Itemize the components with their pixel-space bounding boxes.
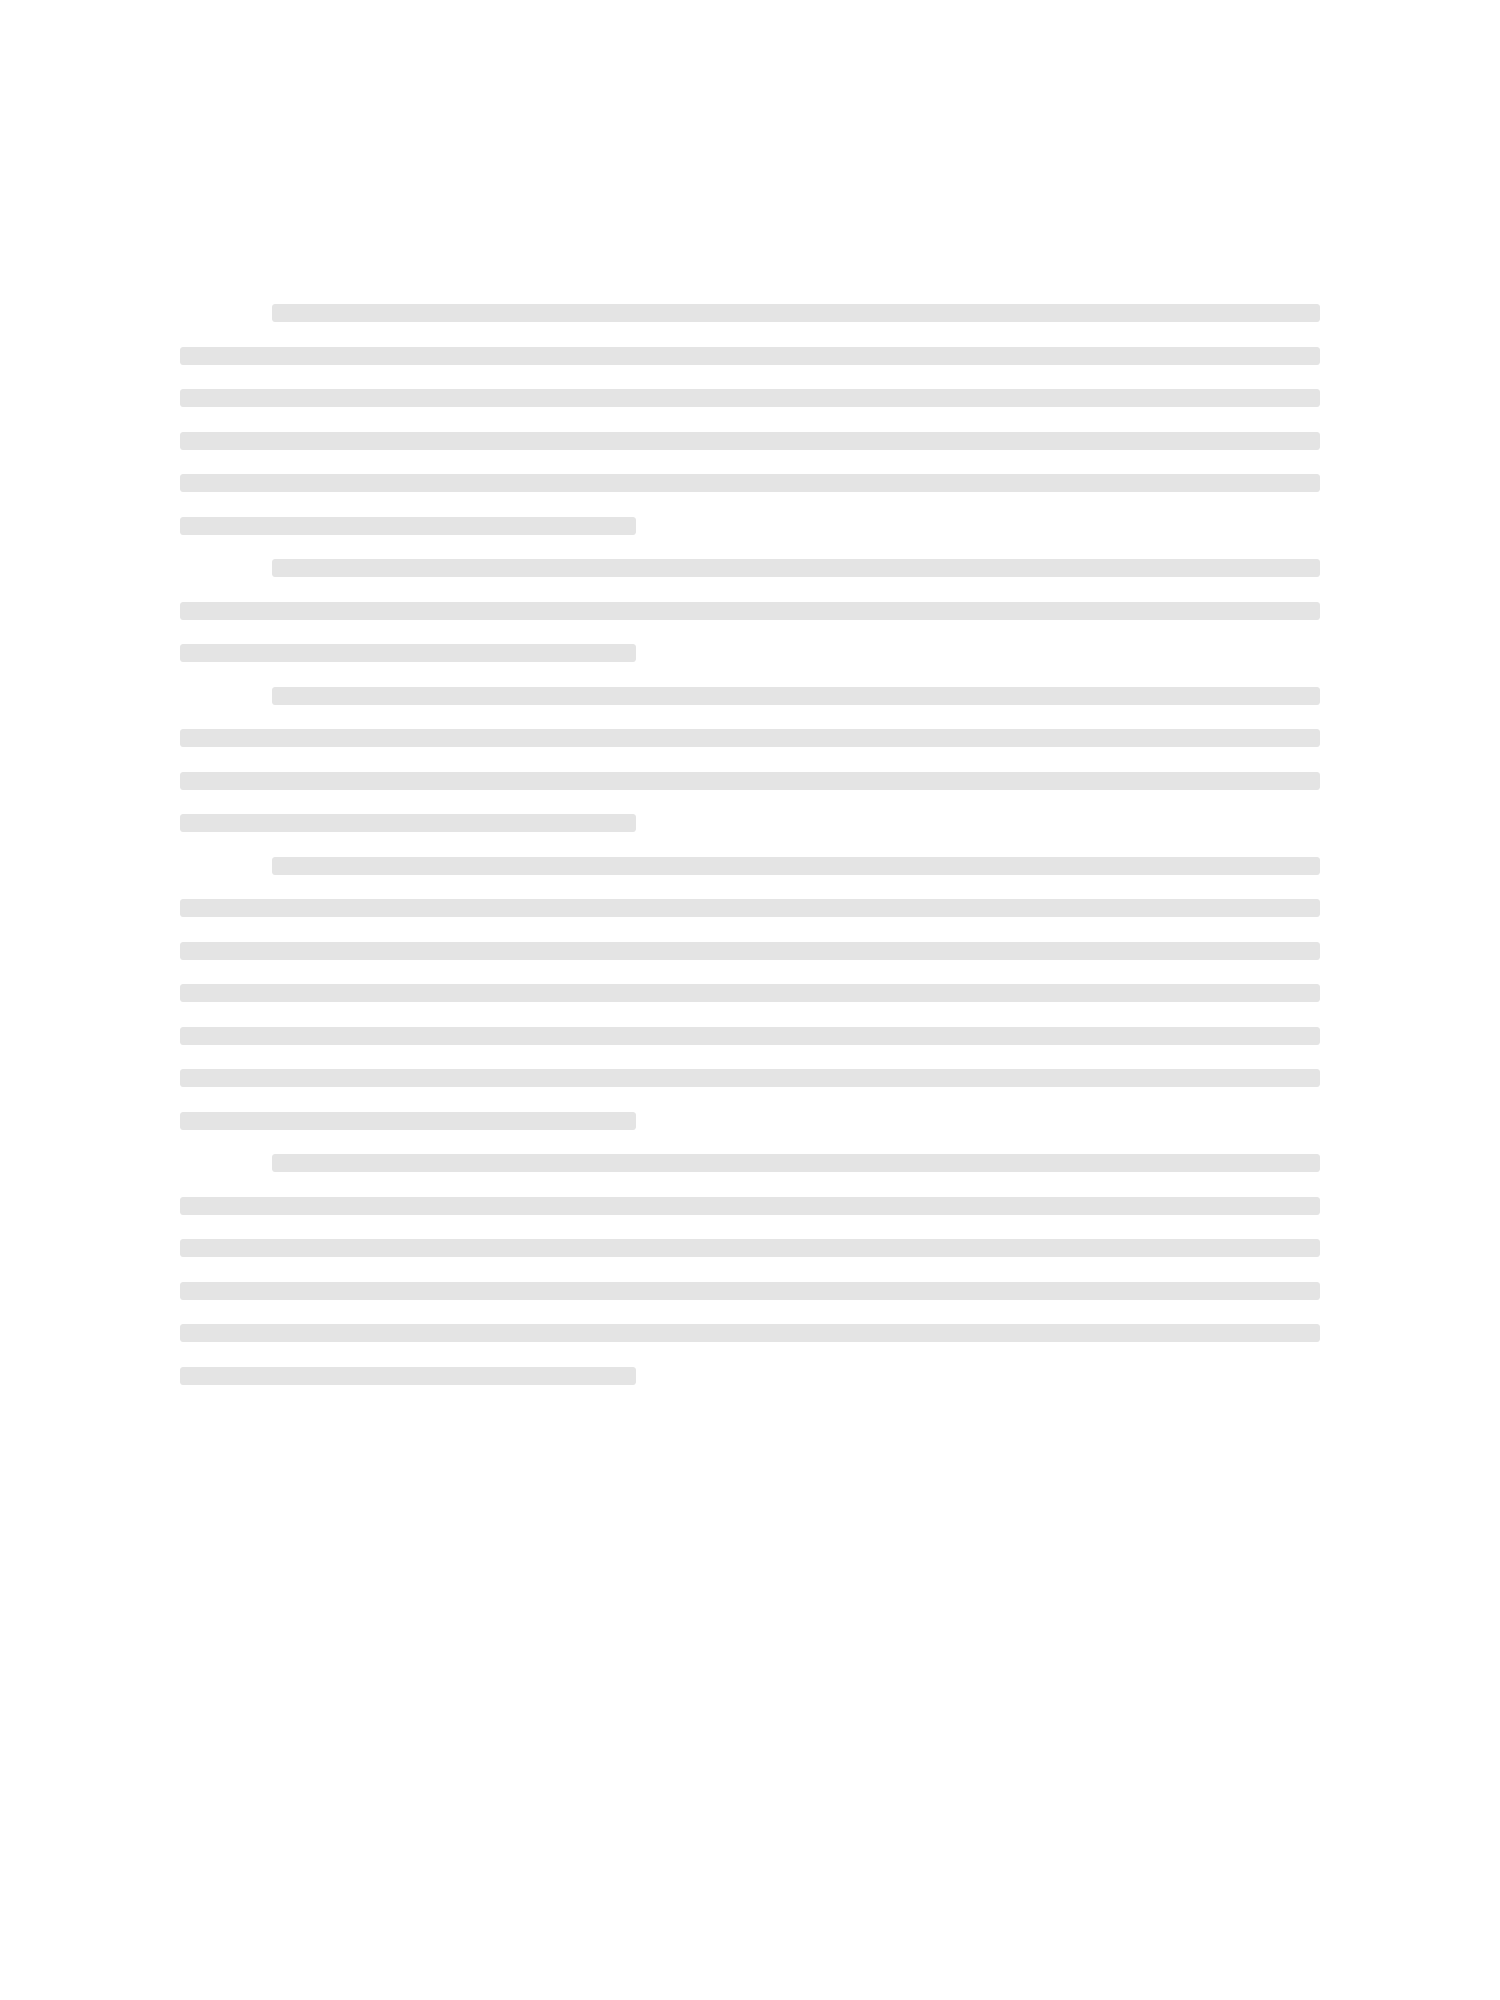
line-placeholder	[180, 814, 636, 832]
line-placeholder	[180, 899, 1320, 917]
line-placeholder	[180, 772, 1320, 790]
line-placeholder	[272, 559, 1320, 577]
line-placeholder	[272, 1154, 1320, 1172]
line-placeholder	[180, 1324, 1320, 1342]
line-placeholder	[180, 644, 636, 662]
line-placeholder	[180, 1112, 636, 1130]
paragraph	[180, 687, 1320, 833]
line-placeholder	[180, 729, 1320, 747]
line-placeholder	[180, 602, 1320, 620]
paragraph	[180, 559, 1320, 662]
line-placeholder	[180, 1282, 1320, 1300]
line-placeholder	[180, 432, 1320, 450]
line-placeholder	[272, 857, 1320, 875]
line-placeholder	[180, 389, 1320, 407]
paragraph	[180, 857, 1320, 1130]
body-text	[180, 304, 1320, 1385]
line-placeholder	[180, 1197, 1320, 1215]
line-placeholder	[180, 347, 1320, 365]
line-placeholder	[180, 474, 1320, 492]
line-placeholder	[272, 687, 1320, 705]
line-placeholder	[180, 984, 1320, 1002]
line-placeholder	[180, 942, 1320, 960]
line-placeholder	[272, 304, 1320, 322]
paragraph	[180, 1154, 1320, 1385]
line-placeholder	[180, 1069, 1320, 1087]
line-placeholder	[180, 1027, 1320, 1045]
line-placeholder	[180, 1367, 636, 1385]
page-title	[180, 170, 1320, 234]
line-placeholder	[180, 517, 636, 535]
paragraph	[180, 304, 1320, 535]
line-placeholder	[180, 1239, 1320, 1257]
document-page	[180, 170, 1320, 1930]
